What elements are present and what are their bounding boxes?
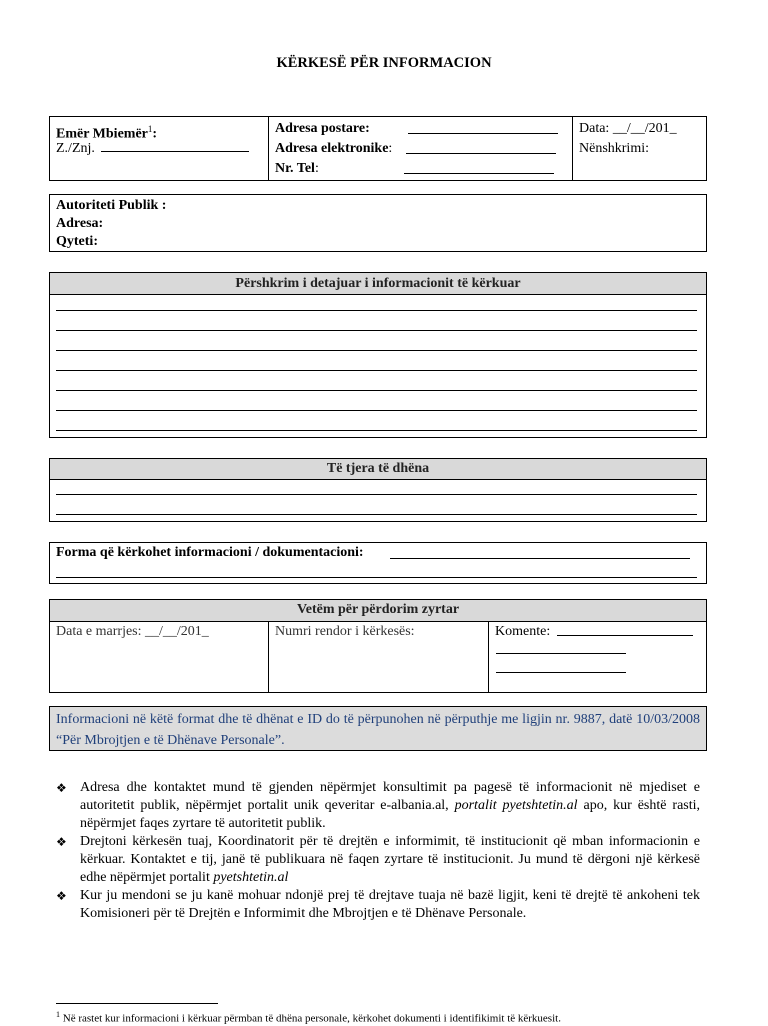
authority-address-field[interactable]: Adresa: [56,216,104,231]
other-data-line[interactable] [56,514,697,515]
title-label: Z./Znj. [56,141,95,156]
footnote-separator [56,1003,218,1004]
date-field[interactable]: Data: __/__/201_ [579,121,677,136]
authority-city-field[interactable]: Qyteti: [56,234,98,249]
name-label: Emër Mbiemër [56,126,148,142]
footnote-text: Në rastet kur informacioni i kërkuar përmban të dhëna personale, kërkohet dokumenti i identifikimit të kërkuesit. [62,1012,561,1025]
info-list [56,779,700,923]
description-header: Përshkrim i detajuar i informacionit të kërkuar [50,273,706,295]
postal-line [408,121,558,134]
authority-name-field[interactable]: Autoriteti Publik : [56,198,167,213]
email-line [406,141,556,154]
page-title: KËRKESË PËR INFORMACION [276,55,492,71]
comments-line [557,623,693,636]
description-line[interactable] [56,350,697,351]
comments-field[interactable] [495,622,705,641]
email-field[interactable]: Adresa elektronike: [275,139,565,159]
description-box [49,272,707,438]
name-field[interactable]: Emër Mbiemër$^1$: [56,124,158,142]
comments-label: Komente: [495,624,551,639]
signature-field[interactable]: Nënshkrimi: [579,141,649,156]
diamond-bullet-icon: ❖ [56,889,67,903]
list-item: ❖ Adresa dhe kontaktet mund të gjenden nëpërmjet konsultimit pa pagesë të informacionit në mjediset e autoritetit publik, nëpërmjet portalit unik qeveritar e-albania.al, portalit pyetshtetin.al apo, kur është rasti, nëpërmjet faqes zyrtare të autoritetit publik. [56,780,701,831]
received-date-field[interactable]: Data e marrjes: __/__/201_ [56,624,209,639]
postal-label: Adresa postare: [275,121,370,136]
description-line[interactable] [56,370,697,371]
title-line [101,139,249,152]
postal-field[interactable] [275,119,565,139]
form-line-2[interactable] [56,577,697,578]
official-header: Vetëm për përdorim zyrtar [50,600,706,622]
title-field[interactable] [56,139,249,159]
privacy-notice: Informacioni në këtë format dhe të dhënat e ID do të përpunohen në përputhje me ligjin nr. 9887, datë 10/03/2008 “Për Mbrojtjen e të Dhënave Personale”. [49,706,707,751]
other-data-header: Të tjera të dhëna [50,459,706,480]
form-line [390,546,690,559]
description-line[interactable] [56,390,697,391]
description-line[interactable] [56,310,697,311]
description-line[interactable] [56,410,697,411]
comments-line[interactable] [496,672,626,673]
list-item: ❖ Kur ju mendoni se ju kanë mohuar ndonjë prej të drejtave tuaja në bazë ligjit, keni të drejtë të ankoheni tek Komisioneri për të Drejtën e Informimit dhe Mbrojtjen e të Dhënave Personale. [56,888,700,921]
other-data-box [49,458,707,522]
official-box [49,599,707,693]
description-line[interactable] [56,330,697,331]
comments-line[interactable] [496,653,626,654]
diamond-bullet-icon: ❖ [56,835,67,849]
tel-field[interactable]: Nr. Tel: [275,159,565,179]
tel-label: Nr. Tel [275,161,315,176]
form-field[interactable] [56,544,696,562]
request-number-field[interactable]: Numri rendor i kërkesës: [275,624,415,639]
other-data-line[interactable] [56,494,697,495]
footnote [56,1008,561,1026]
diamond-bullet-icon: ❖ [56,781,67,795]
description-line[interactable] [56,430,697,431]
applicant-box [49,116,707,181]
authority-box [49,194,707,252]
tel-line [404,161,554,174]
email-label: Adresa elektronike [275,141,389,156]
form-label: Forma që kërkohet informacioni / dokumentacioni: [56,545,364,560]
list-item: ❖ Drejtoni kërkesën tuaj, Koordinatorit për të drejtën e informimit, të institucionit që mban informacionin e kërkuar. Kontaktet e tij, janë të publikuara në faqen zyrtare të institucionit. Ju mund të dërgoni një kërkesë edhe nëpërmjet portalit pyetshtetin.al [56,834,700,885]
footnote-number: 1 [56,1010,60,1019]
footnote-ref: 1 [147,124,153,134]
